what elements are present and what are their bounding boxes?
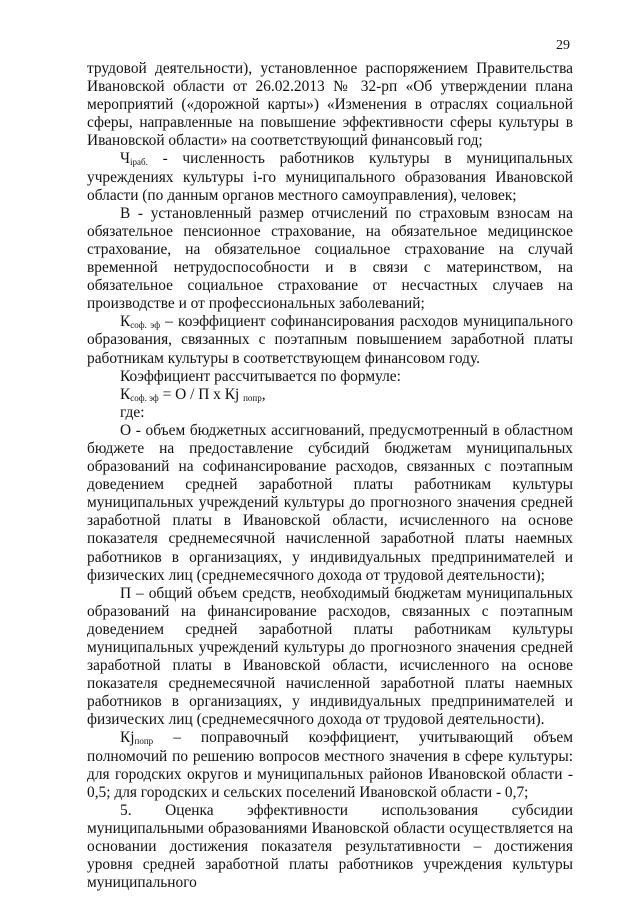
paragraph-efficiency-assessment: 5. Оценка эффективности использования субсидии муниципальными образованиями Ивановской области осуществляется на основании достижения показателя результативности – достижения уровня средней заработной платы работников учреждения культуры муниципального — [87, 801, 573, 892]
variable-definition: – поправочный коэффициент, учитывающий объем полномочий по решению вопросов местного значения в сфере культуры: для городских округов и муниципальных районов Ивановской области - 0,5; для городских и сельских поселений Ивановской области - 0,7; — [87, 729, 573, 801]
paragraph-employee-count — [87, 150, 573, 204]
formula-symbol: К — [120, 385, 131, 403]
formula-expression: = О / П х Кj — [158, 385, 244, 403]
paragraph-cofinancing-coefficient — [87, 313, 573, 367]
formula-end: , — [261, 385, 266, 403]
variable-symbol: К — [120, 313, 131, 331]
paragraph-total-funds: П – общий объем средств, необходимый бюджетам муниципальных образований на финансирование расходов, связанных с поэтапным доведением средней заработной платы работникам культуры муниципальных учреждений культуры до прогнозного значения средней заработной платы в Ивановской области, исчисленного на основе показателя среднемесячной начисленной заработной платы наемных работников в организациях, у индивидуальных предпринимателей и физических лиц (среднемесячного дохода от трудовой деятельности). — [87, 584, 573, 729]
paragraph-insurance-rate: В - установленный размер отчислений по страховым взносам на обязательное пенсионное страхование, на обязательное медицинское страхование, на обязательное социальное страхование на случай временной нетрудоспособности и в связи с материнством, на обязательное социальное страхование от несчастных случаев на производстве и от профессиональных заболеваний; — [87, 204, 573, 313]
paragraph-continuation: трудовой деятельности), установленное распоряжением Правительства Ивановской области от 26.02.2013 № 32-рп «Об утверждении плана мероприятий («дорожной карты») «Изменения в отраслях социальной сферы, направленные на повышение эффективности сферы культуры в Ивановской области» на соответствующий финансовый год; — [87, 60, 573, 150]
page-number: 29 — [556, 38, 570, 53]
paragraph-correction-coefficient — [87, 729, 573, 801]
variable-subscript: iраб. — [130, 157, 148, 168]
paragraph-where: где: — [120, 403, 145, 421]
variable-subscript: попр — [134, 736, 154, 747]
formula-subscript: соф. эф — [130, 392, 159, 403]
variable-definition: – коэффициент софинансирования расходов муниципального образования, связанных с поэтапным повышением заработной платы работникам культуры в соответствующем финансовом году. — [87, 313, 573, 367]
variable-definition: - численность работников культуры в муниципальных учреждениях культуры i-го муниципального образования Ивановской области (по данным органов местного самоуправления), человек; — [87, 150, 573, 204]
variable-subscript: соф. эф — [130, 320, 161, 331]
paragraph-budget-allocation: О - объем бюджетных ассигнований, предусмотренный в областном бюджете на предоставление субсидий бюджетам муниципальных образований на софинансирование расходов, связанных с поэтапным доведением средней заработной платы работникам культуры муниципальных учреждений культуры до прогнозного значения средней заработной платы в Ивановской области, исчисленного на основе показателя среднемесячной начисленной заработной платы наемных работников в организациях, у индивидуальных предпринимателей и физических лиц (среднемесячного дохода от трудовой деятельности); — [87, 421, 573, 584]
formula-subscript: попр — [243, 392, 262, 403]
paragraph-formula-intro: Коэффициент рассчитывается по формуле: — [120, 367, 401, 385]
variable-symbol: Кj — [120, 729, 135, 747]
document-body — [87, 60, 573, 892]
variable-symbol: Ч — [120, 150, 131, 168]
formula — [120, 386, 573, 404]
